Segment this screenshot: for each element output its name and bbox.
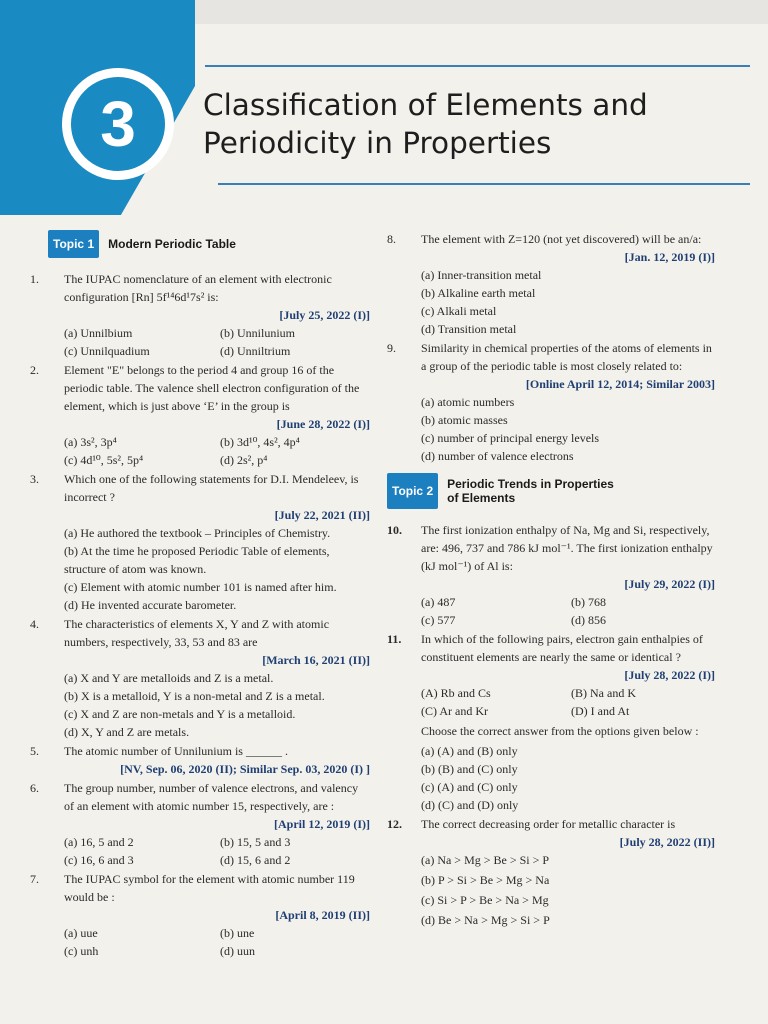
option: (c) 16, 6 and 3 xyxy=(64,853,134,867)
question-text: The atomic number of Unnilunium is ______ . xyxy=(64,744,288,758)
question-number: 6. xyxy=(30,781,39,795)
question-2 xyxy=(28,361,370,469)
topic-title-line1: Periodic Trends in Properties xyxy=(447,477,614,491)
topic-2-header xyxy=(387,473,715,509)
question-text: In which of the following pairs, electron gain enthalpies of constituent elements are nearly the same or identical ? xyxy=(421,632,703,664)
answer-choice: (b) (B) and (C) only xyxy=(421,762,518,776)
option: (b) P > Si > Be > Mg > Na xyxy=(421,873,550,887)
option: (d) 856 xyxy=(571,613,606,627)
answer-choice: (d) (C) and (D) only xyxy=(421,798,519,812)
option: (b) X is a metalloid, Y is a non-metal and Z is a metal. xyxy=(64,689,325,703)
topic-badge: Topic 2 xyxy=(387,473,438,509)
option: (c) Alkali metal xyxy=(421,304,497,318)
question-text: The correct decreasing order for metallic character is xyxy=(421,817,676,831)
option: (d) 15, 6 and 2 xyxy=(220,853,291,867)
option: (B) Na and K xyxy=(571,686,636,700)
exam-reference: [April 12, 2019 (I)] xyxy=(274,817,370,831)
question-text: The IUPAC symbol for the element with atomic number 119 would be : xyxy=(64,872,355,904)
option: (c) Element with atomic number 101 is named after him. xyxy=(64,580,337,594)
question-number: 2. xyxy=(30,363,39,377)
question-text: The characteristics of elements X, Y and Z with atomic numbers, respectively, 33, 53 and 83 are xyxy=(64,617,330,649)
exam-reference: [Online April 12, 2014; Similar 2003] xyxy=(525,377,715,391)
option: (a) atomic numbers xyxy=(421,395,515,409)
question-5 xyxy=(28,742,370,778)
question-12 xyxy=(385,815,715,929)
exam-reference: [April 8, 2019 (II)] xyxy=(275,908,370,922)
option: (a) Na > Mg > Be > Si > P xyxy=(421,853,550,867)
option: (C) Ar and Kr xyxy=(421,704,488,718)
question-number: 1. xyxy=(30,272,39,286)
option: (b) At the time he proposed Periodic Table of elements, structure of atom was known. xyxy=(64,544,330,576)
exam-reference: [July 28, 2022 (II)] xyxy=(619,835,715,849)
question-10 xyxy=(385,521,715,629)
option: (a) He authored the textbook – Principles of Chemistry. xyxy=(64,526,331,540)
option: (d) He invented accurate barometer. xyxy=(64,598,237,612)
option: (a) 16, 5 and 2 xyxy=(64,835,134,849)
left-column xyxy=(28,230,370,961)
option: (d) 2s², p⁴ xyxy=(220,453,268,467)
question-number: 4. xyxy=(30,617,39,631)
option: (b) 768 xyxy=(571,595,606,609)
question-number: 3. xyxy=(30,472,39,486)
question-7 xyxy=(28,870,370,960)
option: (a) X and Y are metalloids and Z is a metal. xyxy=(64,671,274,685)
question-6 xyxy=(28,779,370,869)
exam-reference: [July 28, 2022 (I)] xyxy=(624,668,715,682)
option: (a) 487 xyxy=(421,595,456,609)
header-band-wave xyxy=(150,0,768,24)
question-9 xyxy=(385,339,715,465)
option: (d) number of valence electrons xyxy=(421,449,574,463)
question-number: 7. xyxy=(30,872,39,886)
option: (a) 3s², 3p⁴ xyxy=(64,435,117,449)
question-number: 9. xyxy=(387,341,396,355)
topic-1-header xyxy=(48,230,370,258)
exam-reference: [NV, Sep. 06, 2020 (II); Similar Sep. 03, 2020 (I) ] xyxy=(120,762,370,776)
question-4 xyxy=(28,615,370,741)
question-text: The first ionization enthalpy of Na, Mg and Si, respectively, are: 496, 737 and 786 kJ mol⁻¹. The first ionization enthalpy (kJ mol⁻¹) of Al is: xyxy=(421,523,713,573)
option: (b) atomic masses xyxy=(421,413,508,427)
title-rule-bottom xyxy=(218,183,750,185)
question-text: Which one of the following statements for D.I. Mendeleev, is incorrect ? xyxy=(64,472,359,504)
question-number: 12. xyxy=(387,817,402,831)
option: (b) une xyxy=(220,926,255,940)
question-number: 10. xyxy=(387,523,402,537)
option: (d) Transition metal xyxy=(421,322,517,336)
question-text: The element with Z=120 (not yet discovered) will be an/a: xyxy=(421,232,702,246)
option: (d) Be > Na > Mg > Si > P xyxy=(421,913,550,927)
exam-reference: [July 25, 2022 (I)] xyxy=(279,308,370,322)
option: (b) Alkaline earth metal xyxy=(421,286,536,300)
option: (c) 577 xyxy=(421,613,456,627)
chapter-title xyxy=(203,86,743,162)
question-text: Element "E" belongs to the period 4 and group 16 of the periodic table. The valence shell electron configuration of the element, which is just above ‘E’ in the group is xyxy=(64,363,360,413)
chapter-title-line1: Classification of Elements and xyxy=(203,88,648,122)
exam-reference: [March 16, 2021 (II)] xyxy=(262,653,370,667)
option: (c) unh xyxy=(64,944,99,958)
option: (d) X, Y and Z are metals. xyxy=(64,725,190,739)
exam-reference: [June 28, 2022 (I)] xyxy=(276,417,370,431)
question-text: The group number, number of valence electrons, and valency of an element with atomic number 15, respectively, are : xyxy=(64,781,359,813)
option: (d) uun xyxy=(220,944,255,958)
question-text: The IUPAC nomenclature of an element with electronic configuration [Rn] 5f¹⁴6d¹7s² is: xyxy=(64,272,332,304)
option: (d) Unniltrium xyxy=(220,344,291,358)
chapter-number-badge xyxy=(62,68,174,180)
option: (b) Unnilunium xyxy=(220,326,295,340)
option: (b) 15, 5 and 3 xyxy=(220,835,291,849)
question-11 xyxy=(385,630,715,814)
topic-title xyxy=(447,477,614,505)
title-rule-top xyxy=(205,65,750,67)
exam-reference: [July 29, 2022 (I)] xyxy=(624,577,715,591)
option: (c) 4d¹⁰, 5s², 5p⁴ xyxy=(64,453,144,467)
topic-title-line2: of Elements xyxy=(447,491,516,505)
question-number: 8. xyxy=(387,232,396,246)
right-column xyxy=(385,230,715,930)
question-number: 5. xyxy=(30,744,39,758)
question-1 xyxy=(28,270,370,360)
topic-title: Modern Periodic Table xyxy=(108,237,236,251)
question-8 xyxy=(385,230,715,338)
option: (D) I and At xyxy=(571,704,630,718)
option: (c) number of principal energy levels xyxy=(421,431,600,445)
exam-reference: [July 22, 2021 (II)] xyxy=(274,508,370,522)
option: (a) Inner-transition metal xyxy=(421,268,542,282)
option: (a) Unnilbium xyxy=(64,326,133,340)
answer-choice: (c) (A) and (C) only xyxy=(421,780,518,794)
option: (c) X and Z are non-metals and Y is a metalloid. xyxy=(64,707,296,721)
option: (c) Si > P > Be > Na > Mg xyxy=(421,893,549,907)
question-number: 11. xyxy=(387,632,402,646)
chapter-number: 3 xyxy=(100,88,136,160)
question-3 xyxy=(28,470,370,614)
chapter-title-line2: Periodicity in Properties xyxy=(203,126,552,160)
topic-badge: Topic 1 xyxy=(48,230,99,258)
question-text: Similarity in chemical properties of the atoms of elements in a group of the periodic table is most closely related to: xyxy=(421,341,712,373)
option: (a) uue xyxy=(64,926,98,940)
option: (A) Rb and Cs xyxy=(421,686,491,700)
answer-instruction: Choose the correct answer from the options given below : xyxy=(421,724,699,738)
exam-reference: [Jan. 12, 2019 (I)] xyxy=(624,250,715,264)
option: (c) Unnilquadium xyxy=(64,344,150,358)
answer-choice: (a) (A) and (B) only xyxy=(421,744,518,758)
option: (b) 3d¹⁰, 4s², 4p⁴ xyxy=(220,435,300,449)
